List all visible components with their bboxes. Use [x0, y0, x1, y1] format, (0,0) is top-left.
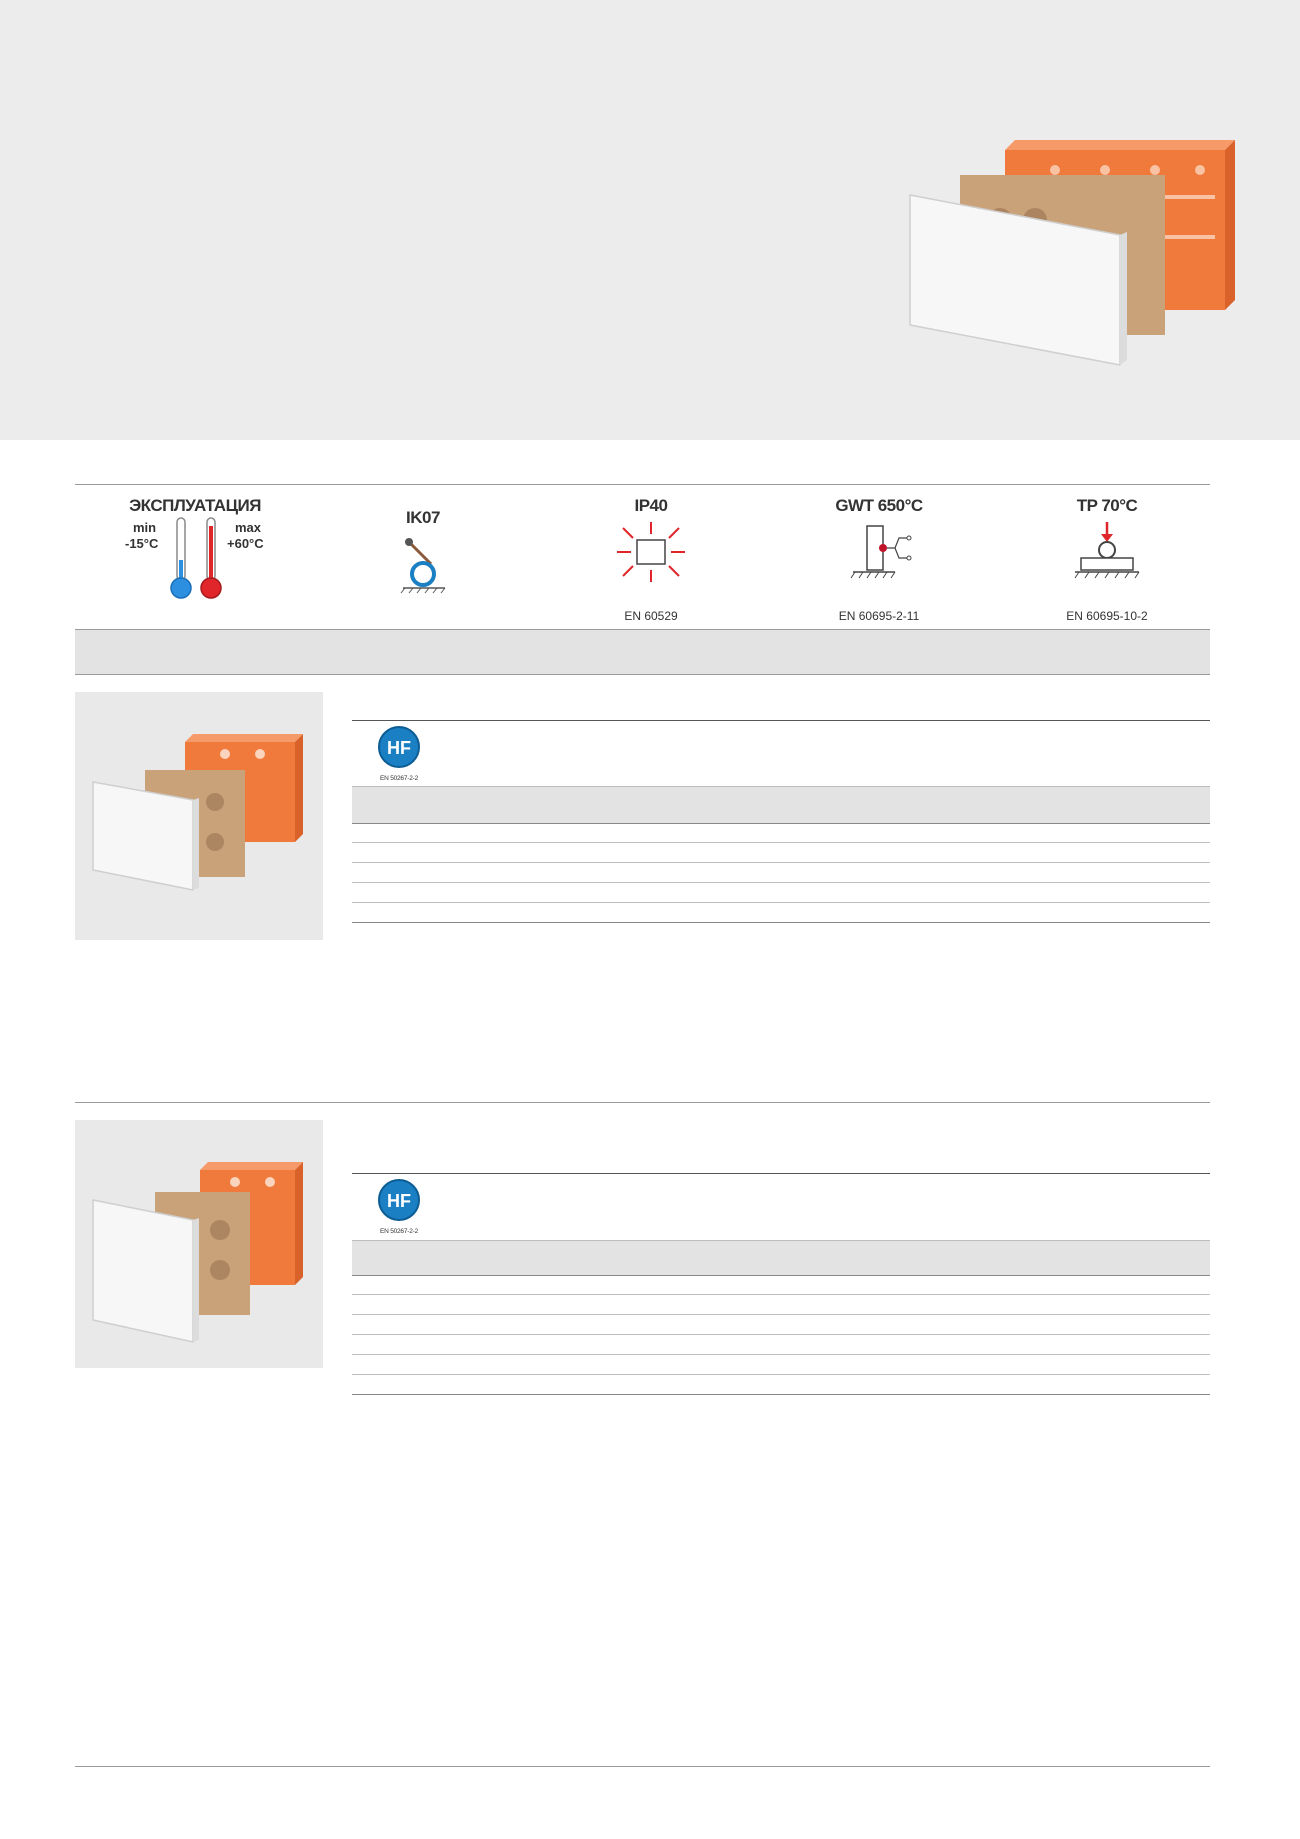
feature-label: IP40 — [634, 496, 668, 515]
feature-standard: EN 60695-10-2 — [1066, 609, 1148, 623]
table-row — [352, 882, 1210, 883]
feature-label: IK07 — [406, 508, 440, 527]
feature-standard: EN 60695-2-11 — [838, 609, 920, 623]
feature-label: TP 70°C — [1076, 496, 1138, 515]
product-image — [75, 1120, 323, 1368]
hf-standard: EN 50267-2-2 — [379, 1228, 419, 1235]
feature-icon-strip — [75, 486, 1210, 631]
hero-banner — [0, 0, 1300, 440]
product-image — [75, 692, 323, 940]
table-row — [352, 862, 1210, 863]
footer-divider — [75, 1766, 1210, 1767]
impact-hammer-icon — [393, 534, 453, 594]
table-row — [352, 922, 1210, 923]
table-row — [352, 1394, 1210, 1395]
table-row — [352, 1334, 1210, 1335]
feature-ik07 — [333, 486, 513, 631]
divider — [75, 484, 1210, 485]
thermometer-icon — [165, 516, 229, 600]
table-row — [352, 1294, 1210, 1295]
feature-operating-temperature — [105, 486, 285, 631]
table-row — [352, 842, 1210, 843]
min-label: min — [133, 520, 157, 535]
glow-wire-icon — [839, 520, 919, 584]
hf-badge — [369, 1178, 429, 1234]
table-top-rule — [352, 1173, 1210, 1174]
section-header-band — [75, 629, 1210, 675]
table-row — [352, 1354, 1210, 1355]
table-header — [352, 786, 1210, 824]
table-header — [352, 1240, 1210, 1276]
table-top-rule — [352, 720, 1210, 721]
ball-pressure-icon — [1067, 520, 1147, 584]
table-row — [352, 1374, 1210, 1375]
max-label: max — [235, 520, 262, 535]
hf-icon — [376, 1178, 422, 1222]
divider — [75, 1102, 1210, 1103]
svg-text:HF: HF — [387, 738, 411, 758]
feature-tp — [1017, 486, 1197, 631]
min-value: -15°C — [125, 536, 159, 551]
feature-gwt — [789, 486, 969, 631]
svg-text:HF: HF — [387, 1191, 411, 1211]
feature-label: ЭКСПЛУАТАЦИЯ — [129, 496, 261, 515]
table-row — [352, 1314, 1210, 1315]
product-hero-image — [905, 140, 1235, 370]
feature-standard: EN 60529 — [624, 609, 678, 623]
hf-standard: EN 50267-2-2 — [379, 775, 419, 782]
feature-ip40 — [561, 486, 741, 631]
hf-badge — [369, 725, 429, 781]
table-row — [352, 902, 1210, 903]
max-value: +60°C — [227, 536, 264, 551]
feature-label: GWT 650°C — [835, 496, 923, 515]
ingress-protection-icon — [613, 520, 689, 584]
hf-icon — [376, 725, 422, 769]
